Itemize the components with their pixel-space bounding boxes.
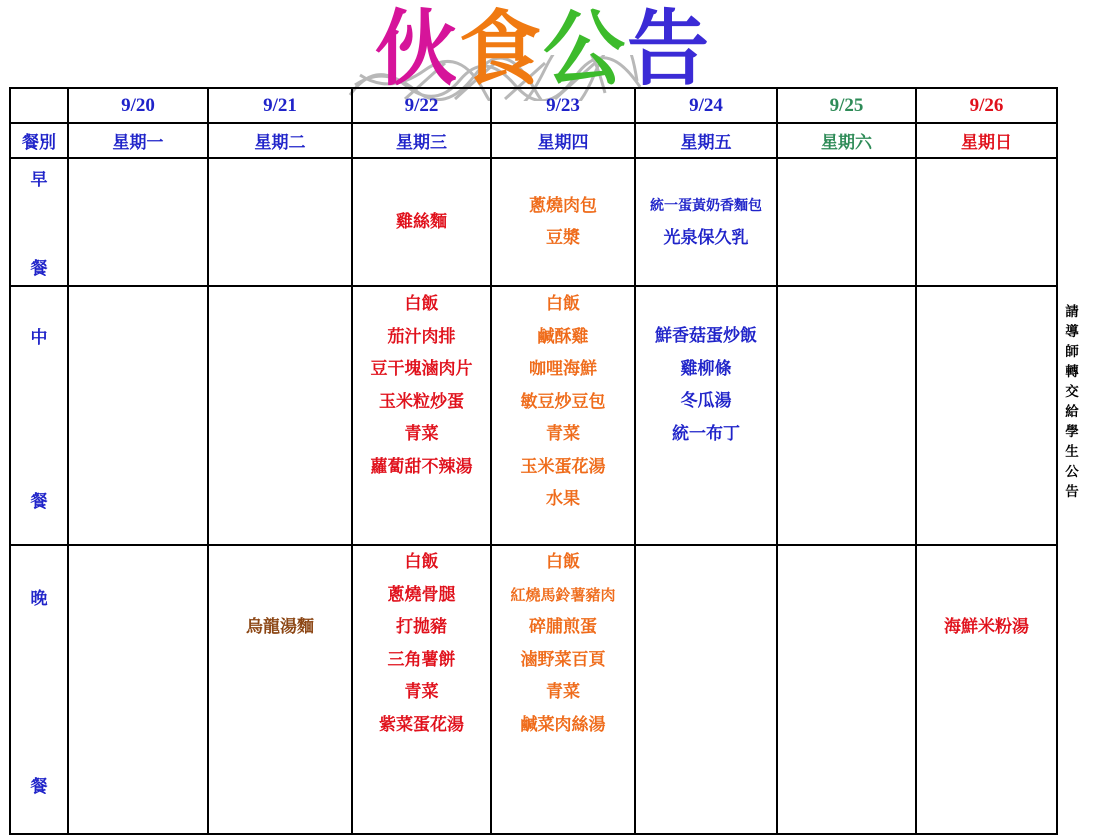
- menu-item: 紅燒馬鈴薯豬肉: [510, 585, 616, 604]
- menu-cell: [635, 158, 777, 286]
- title-char-3: 公: [543, 2, 628, 97]
- date-cell: 9/23: [491, 88, 635, 123]
- menu-item: 白飯: [546, 552, 580, 572]
- menu-cell: [352, 286, 491, 545]
- meal-column-header: 餐別: [10, 123, 68, 158]
- weekday-cell: 星期三: [352, 123, 491, 158]
- menu-cell: [916, 158, 1057, 286]
- menu-item: 白飯: [404, 294, 439, 314]
- side-note-char: 導: [1065, 324, 1079, 340]
- title-char-2: 食: [459, 2, 544, 97]
- dinner-label-bottom: 餐: [30, 777, 48, 797]
- menu-cell: [777, 545, 916, 834]
- breakfast-label-top: 早: [30, 170, 48, 190]
- menu-item: 鹹酥雞: [537, 326, 589, 347]
- weekday-cell: 星期五: [635, 123, 777, 158]
- menu-cell: [491, 158, 635, 286]
- menu-cell: [68, 545, 208, 834]
- menu-item: 青菜: [404, 682, 439, 702]
- menu-item: 冬瓜湯: [680, 391, 732, 411]
- menu-cell: [635, 545, 777, 834]
- menu-item: 雞柳條: [680, 358, 732, 379]
- menu-item: 水果: [546, 489, 580, 509]
- menu-cell: [352, 545, 491, 834]
- weekday-row: [10, 123, 1057, 158]
- menu-item: 蔥燒骨腿: [387, 584, 456, 605]
- menu-cell: [916, 286, 1057, 545]
- dinner-label-top: 晚: [30, 589, 48, 609]
- menu-cell: [491, 545, 635, 834]
- weekday-cell: 星期四: [491, 123, 635, 158]
- date-cell: 9/21: [208, 88, 352, 123]
- menu-cell: [916, 545, 1057, 834]
- menu-item: 鮮香菇蛋炒飯: [655, 326, 757, 346]
- menu-cell: [777, 286, 916, 545]
- menu-item: 豆干塊滷肉片: [370, 359, 473, 379]
- menu-item: 蔥燒肉包: [529, 195, 597, 216]
- breakfast-label: [10, 158, 68, 286]
- menu-cell: [352, 158, 491, 286]
- menu-item: 紫菜蛋花湯: [379, 714, 464, 735]
- menu-item: 三角薯餅: [387, 649, 456, 670]
- weekday-cell: 星期二: [208, 123, 352, 158]
- breakfast-label-bottom: 餐: [30, 259, 48, 279]
- menu-item: 光泉保久乳: [663, 228, 749, 248]
- menu-item: 統一布丁: [672, 423, 740, 444]
- date-cell: 9/24: [635, 88, 777, 123]
- menu-cell: [777, 158, 916, 286]
- side-note-char: 公: [1065, 464, 1079, 480]
- lunch-row: [10, 286, 1057, 545]
- date-cell: 9/22: [352, 88, 491, 123]
- menu-item: 雞絲麵: [396, 211, 447, 232]
- breakfast-row: [10, 158, 1057, 286]
- menu-cell: [68, 286, 208, 545]
- menu-cell: [208, 286, 352, 545]
- menu-item: 敏豆炒豆包: [520, 391, 606, 412]
- dinner-label: [10, 545, 68, 834]
- menu-item: 碎脯煎蛋: [529, 617, 597, 637]
- menu-item: 鹹菜肉絲湯: [520, 714, 606, 735]
- menu-item: 滷野菜百頁: [520, 649, 606, 670]
- side-note-vertical: [1064, 302, 1080, 502]
- menu-cell: [208, 545, 352, 834]
- date-cell: 9/25: [777, 88, 916, 123]
- side-note-char: 生: [1065, 444, 1079, 460]
- corner-cell: [10, 88, 68, 123]
- weekday-cell: 星期一: [68, 123, 208, 158]
- menu-item: 打拋豬: [396, 617, 447, 637]
- side-note-char: 師: [1065, 344, 1079, 360]
- menu-item: 白飯: [546, 294, 580, 314]
- date-cell: 9/26: [916, 88, 1057, 123]
- lunch-label-top: 中: [30, 328, 48, 348]
- date-row: [10, 88, 1057, 123]
- menu-item: 茄汁肉排: [387, 326, 456, 347]
- side-note-char: 學: [1065, 424, 1079, 440]
- side-note-char: 轉: [1065, 364, 1079, 380]
- meal-schedule-table: [9, 87, 1058, 835]
- weekday-cell: 星期六: [777, 123, 916, 158]
- menu-item: 青菜: [546, 424, 580, 444]
- side-note-char: 請: [1065, 304, 1079, 320]
- dinner-row: [10, 545, 1057, 834]
- menu-cell: [635, 286, 777, 545]
- menu-item: 烏龍湯麵: [246, 617, 314, 637]
- menu-item: 統一蛋黃奶香麵包: [650, 197, 762, 214]
- menu-cell: [208, 158, 352, 286]
- menu-item: 海鮮米粉湯: [944, 617, 1029, 637]
- date-cell: 9/20: [68, 88, 208, 123]
- title-char-4: 告: [627, 2, 712, 97]
- menu-cell: [68, 158, 208, 286]
- side-note-char: 給: [1065, 404, 1079, 420]
- menu-item: 豆漿: [546, 228, 580, 248]
- menu-item: 咖哩海鮮: [529, 359, 597, 379]
- side-note-char: 告: [1065, 484, 1079, 500]
- page-title: [335, 0, 725, 100]
- menu-item: 玉米粒炒蛋: [379, 391, 464, 412]
- side-note-char: 交: [1065, 384, 1079, 400]
- menu-item: 青菜: [546, 682, 580, 702]
- weekday-cell: 星期日: [916, 123, 1057, 158]
- menu-item: 玉米蛋花湯: [520, 456, 606, 477]
- menu-item: 青菜: [404, 424, 439, 444]
- lunch-label-bottom: 餐: [30, 492, 48, 512]
- title-char-1: 伙: [375, 2, 460, 97]
- menu-item: 蘿蔔甜不辣湯: [370, 456, 473, 477]
- menu-cell: [491, 286, 635, 545]
- lunch-label: [10, 286, 68, 545]
- menu-item: 白飯: [404, 552, 439, 572]
